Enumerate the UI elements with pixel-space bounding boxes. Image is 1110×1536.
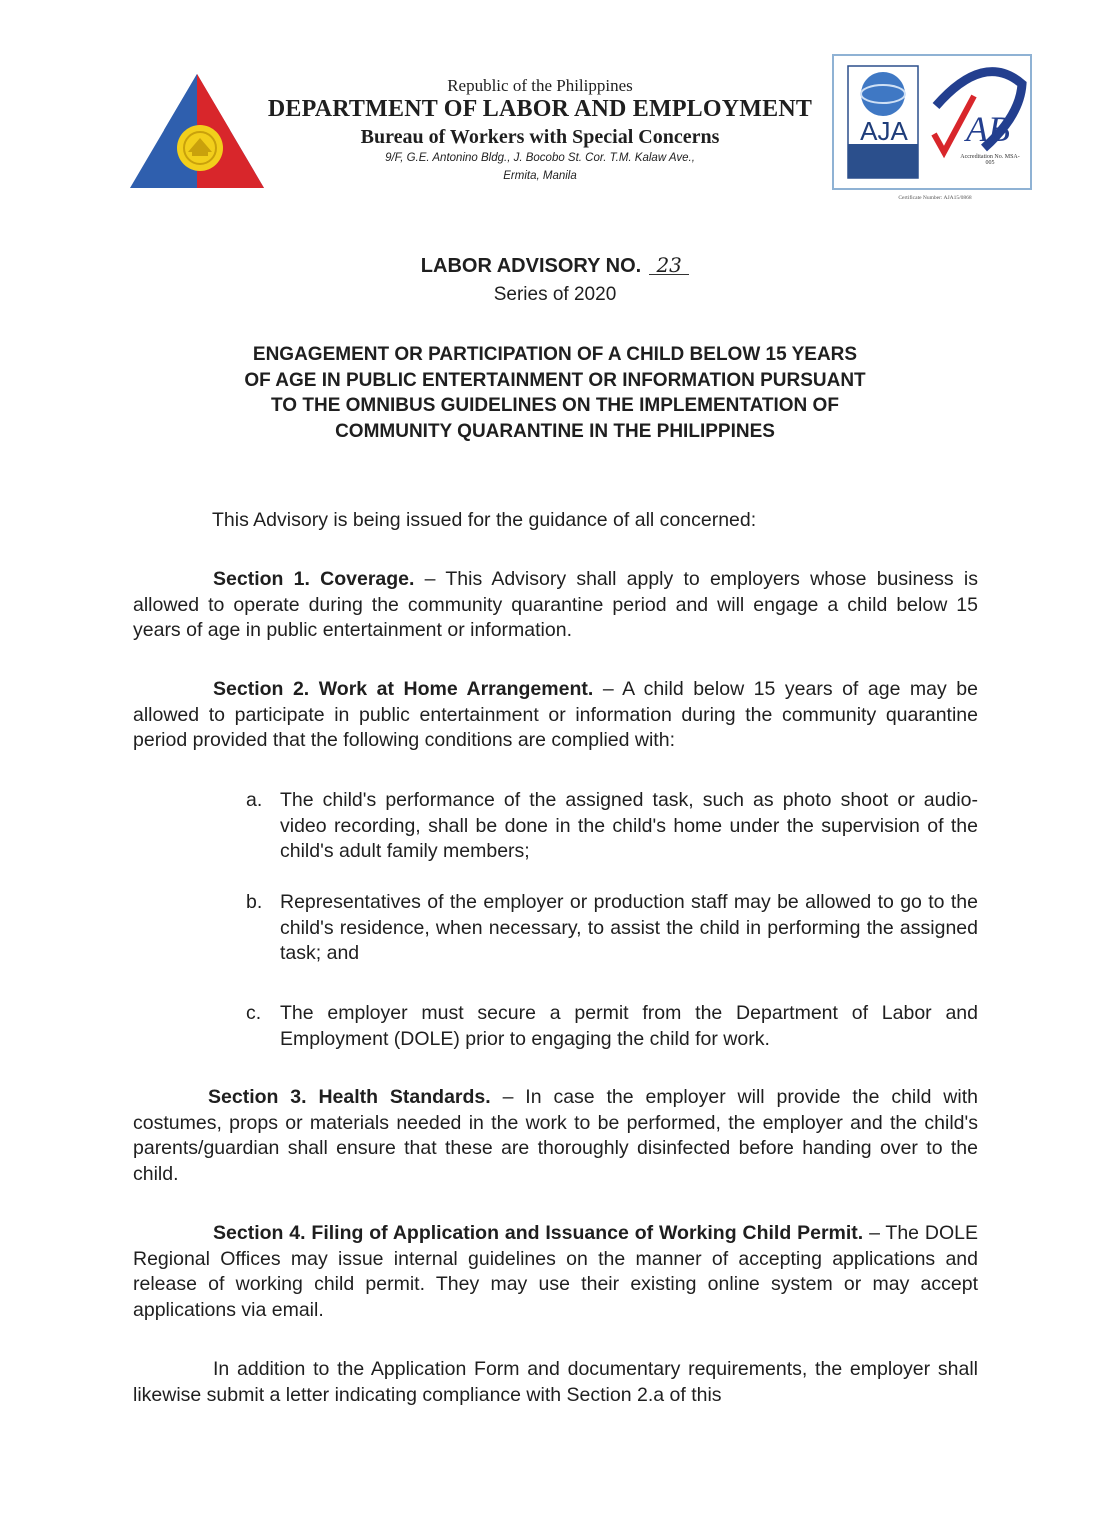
subject-line: ENGAGEMENT OR PARTICIPATION OF A CHILD BELOW 15 YEARS bbox=[252, 344, 858, 365]
intro-paragraph: This Advisory is being issued for the guidance of all concerned: bbox=[212, 509, 757, 531]
subject-line: COMMUNITY QUARANTINE IN THE PHILIPPINES bbox=[335, 420, 775, 442]
list-marker: a. bbox=[246, 789, 263, 811]
advisory-series: Series of 2020 bbox=[493, 284, 617, 305]
republic-label: Republic of the Philippines bbox=[447, 76, 633, 95]
certification-logo bbox=[832, 54, 1032, 190]
section-4-paragraph bbox=[133, 1221, 978, 1324]
section-3-heading: Section 3. Health Standards. bbox=[208, 1086, 491, 1108]
cert-logo-right-text: AB bbox=[966, 109, 1010, 149]
section-4-text: – The DOLE Regional Offices may issue internal guidelines on the manner of accepting applications and release of working child permit. They may use their existing online system or may accept applications via email. bbox=[133, 1222, 978, 1322]
advisory-subject bbox=[0, 342, 1110, 444]
section-3-text: – In case the employer will provide the child with costumes, props or materials needed in the work to be performed, the employer and the child's parents/guardian shall ensure that these are thoroughly disinfected before handing over to the child. bbox=[133, 1086, 978, 1186]
section-1-heading: Section 1. Coverage. bbox=[213, 568, 415, 590]
list-marker: b. bbox=[246, 891, 263, 913]
address-line-1: 9/F, G.E. Antonino Bldg., J. Bocobo St. Cor. T.M. Kalaw Ave., bbox=[385, 152, 695, 164]
subject-line: TO THE OMNIBUS GUIDELINES ON THE IMPLEMENTATION OF bbox=[271, 395, 839, 416]
section-1-text: – This Advisory shall apply to employers whose business is allowed to operate during the community quarantine period and will engage a child below 15 years of age in public entertainment or information. bbox=[133, 568, 978, 642]
address-line-2: Ermita, Manila bbox=[503, 170, 577, 182]
section-2-paragraph bbox=[133, 677, 978, 754]
bureau-name: Bureau of Workers with Special Concerns bbox=[360, 126, 720, 148]
section-3-paragraph bbox=[133, 1085, 978, 1188]
list-item bbox=[246, 788, 978, 865]
advisory-title-label: LABOR ADVISORY NO. bbox=[420, 255, 642, 277]
closing-paragraph: In addition to the Application Form and documentary requirements, the employer shall likewise submit a letter indicating compliance with Section 2.a of this bbox=[133, 1358, 978, 1406]
list-item-text: The child's performance of the assigned task, such as photo shoot or audio-video recording, shall be done in the child's home under the supervision of the child's adult family members; bbox=[280, 789, 978, 863]
list-item-text: The employer must secure a permit from the Department of Labor and Employment (DOLE) prior to engaging the child for work. bbox=[280, 1002, 978, 1050]
list-item bbox=[246, 890, 978, 967]
subject-line: OF AGE IN PUBLIC ENTERTAINMENT OR INFORMATION PURSUANT bbox=[244, 369, 866, 391]
list-marker: c. bbox=[246, 1002, 262, 1024]
section-2-text: – A child below 15 years of age may be allowed to participate in public entertainment or information during the community quarantine period provided that the following conditions are complied with: bbox=[133, 678, 978, 752]
list-item-text: Representatives of the employer or production staff may be allowed to go to the child's residence, when necessary, to assist the child in performing the assigned task; and bbox=[280, 891, 978, 965]
department-name: DEPARTMENT OF LABOR AND EMPLOYMENT bbox=[267, 96, 813, 122]
list-item bbox=[246, 1001, 978, 1052]
cert-accreditation-text: Accreditation No. MSA-005 bbox=[960, 154, 1020, 166]
section-4-heading: Section 4. Filing of Application and Issuance of Working Child Permit. bbox=[213, 1222, 864, 1244]
advisory-number: 23 bbox=[649, 256, 689, 275]
dole-logo bbox=[130, 72, 265, 190]
certificate-number: Certificate Number: AJA15/0868 bbox=[898, 195, 972, 201]
advisory-title bbox=[0, 255, 1110, 278]
cert-logo-left-text: AJA bbox=[860, 116, 908, 146]
section-1-paragraph bbox=[133, 567, 978, 644]
section-2-heading: Section 2. Work at Home Arrangement. bbox=[213, 678, 594, 700]
